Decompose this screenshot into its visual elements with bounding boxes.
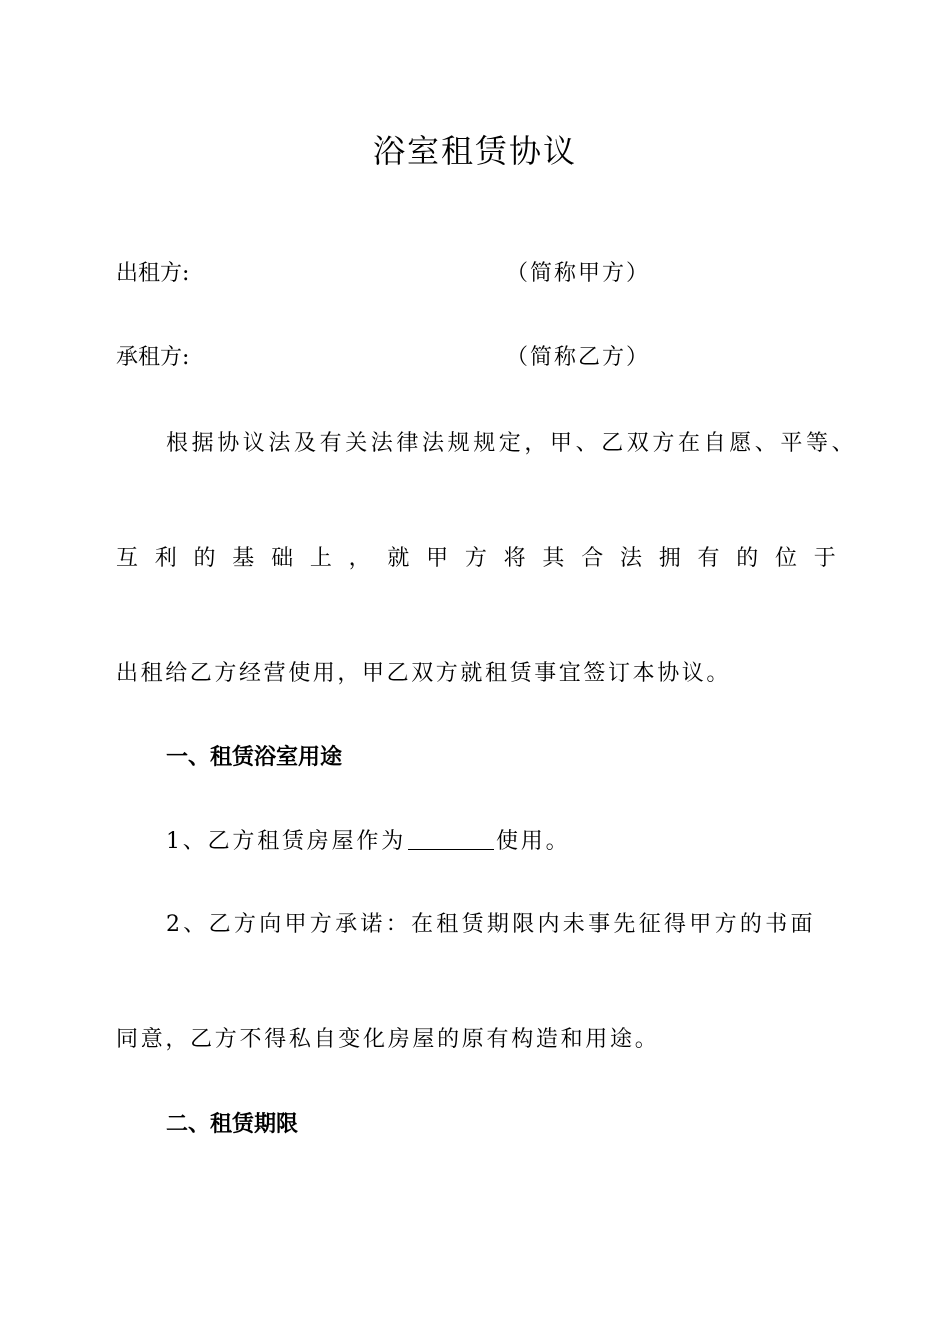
preamble-line-2-char: 法 — [619, 546, 642, 571]
preamble-line-2-char: 其 — [542, 546, 565, 571]
preamble-line-3: 出租给乙方经营使用，甲乙双方就租赁事宜签订本协议。 — [116, 661, 732, 686]
preamble-line-2-char: 方 — [464, 546, 487, 571]
section-2-heading: 二、租赁期限 — [166, 1112, 299, 1137]
preamble-line-2 — [116, 541, 836, 572]
preamble-line-2-char: 位 — [775, 546, 798, 571]
preamble-line-2-char: 上 — [309, 546, 332, 571]
section-1-item-2-line-1: 2、乙方向甲方承诺：在租赁期限内未事先征得甲方的书面 — [166, 912, 816, 937]
preamble-line-2-char: ， — [348, 546, 371, 571]
preamble-line-2-char: 的 — [193, 546, 216, 571]
preamble-line-2-char: 于 — [813, 546, 836, 571]
usage-blank-field[interactable] — [408, 827, 494, 850]
section-1-item-2-line-2: 同意，乙方不得私自变化房屋的原有构造和用途。 — [116, 1027, 660, 1052]
preamble-line-2-char: 拥 — [658, 546, 681, 571]
item-1-text-before: 1、乙方租赁房屋作为 — [166, 829, 406, 854]
preamble-line-2-char: 有 — [697, 546, 720, 571]
preamble-line-2-char: 互 — [116, 546, 139, 571]
preamble-line-2-char: 将 — [503, 546, 526, 571]
lessor-label: 出租方: — [116, 261, 190, 286]
lessee-label: 承租方: — [116, 345, 190, 370]
section-1-item-1 — [166, 824, 570, 855]
section-1-heading: 一、租赁浴室用途 — [166, 745, 343, 770]
lessee-note: （简称乙方） — [506, 345, 651, 370]
preamble-line-2-char: 利 — [154, 546, 177, 571]
preamble-line-2-char: 甲 — [426, 546, 449, 571]
lessor-note: （简称甲方） — [506, 261, 651, 286]
preamble-line-1: 根据协议法及有关法律法规规定，甲、乙双方在自愿、平等、 — [166, 431, 858, 456]
item-1-text-after: 使用。 — [496, 829, 571, 854]
preamble-line-2-char: 就 — [387, 546, 410, 571]
preamble-line-2-char: 基 — [232, 546, 255, 571]
preamble-line-2-char: 的 — [736, 546, 759, 571]
document-title: 浴室租赁协议 — [372, 132, 577, 170]
preamble-line-2-char: 础 — [271, 546, 294, 571]
preamble-line-2-char: 合 — [581, 546, 604, 571]
